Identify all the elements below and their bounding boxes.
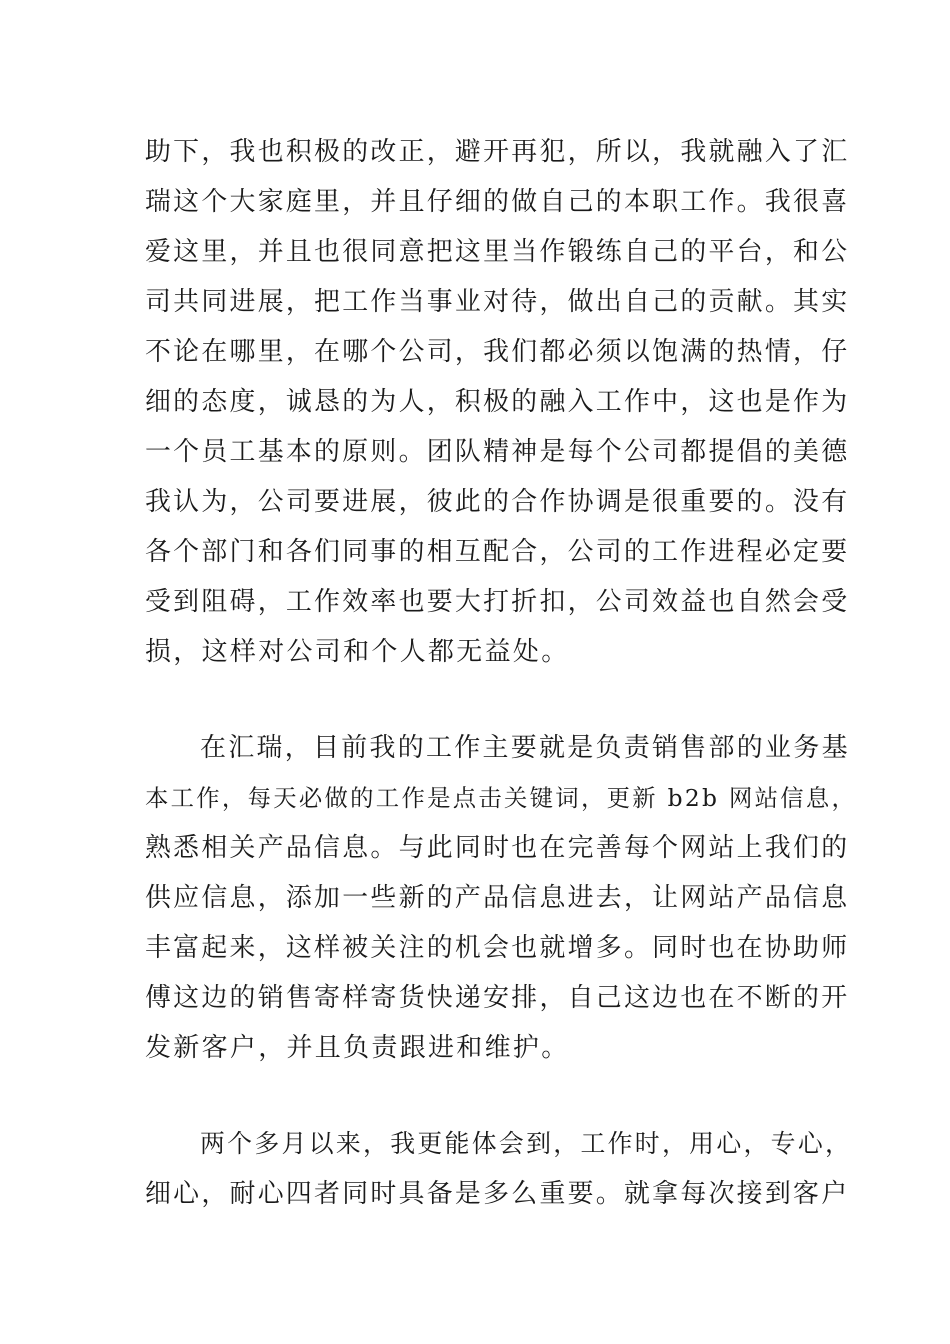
paragraph-line: 我认为，公司要进展，彼此的合作协调是很重要的。没有 xyxy=(145,487,850,517)
paragraph-line: 瑞这个大家庭里，并且仔细的做自己的本职工作。我很喜 xyxy=(145,187,850,217)
paragraph-line: 一个员工基本的原则。团队精神是每个公司都提倡的美德 xyxy=(145,437,850,467)
paragraph-line: 两个多月以来，我更能体会到，工作时，用心，专心， xyxy=(200,1129,853,1158)
paragraph-line: 本工作，每天必做的工作是点击关键词，更新 b2b 网站信息， xyxy=(145,784,858,812)
paragraph-line: 供应信息，添加一些新的产品信息进去，让网站产品信息 xyxy=(145,883,850,913)
paragraph-line: 丰富起来，这样被关注的机会也就增多。同时也在协助师 xyxy=(145,933,850,963)
paragraph-line: 细的态度，诚恳的为人，积极的融入工作中，这也是作为 xyxy=(145,387,850,417)
paragraph-line: 损，这样对公司和个人都无益处。 xyxy=(145,637,570,667)
paragraph-line: 细心，耐心四者同时具备是多么重要。就拿每次接到客户 xyxy=(145,1179,850,1209)
paragraph-line: 傅这边的销售寄样寄货快递安排，自己这边也在不断的开 xyxy=(145,983,850,1013)
paragraph-line: 在汇瑞，目前我的工作主要就是负责销售部的业务基 xyxy=(200,733,850,763)
paragraph-line: 司共同进展，把工作当事业对待，做出自己的贡献。其实 xyxy=(145,287,850,317)
paragraph-line: 熟悉相关产品信息。与此同时也在完善每个网站上我们的 xyxy=(145,833,850,863)
paragraph-line: 各个部门和各们同事的相互配合，公司的工作进程必定要 xyxy=(145,537,850,567)
paragraph-line: 发新客户，并且负责跟进和维护。 xyxy=(145,1033,570,1063)
paragraph-line: 不论在哪里，在哪个公司，我们都必须以饱满的热情，仔 xyxy=(145,337,850,367)
paragraph-line: 爱这里，并且也很同意把这里当作锻练自己的平台，和公 xyxy=(145,237,850,267)
paragraph-line: 助下，我也积极的改正，避开再犯，所以，我就融入了汇 xyxy=(145,137,850,167)
paragraph-line: 受到阻碍，工作效率也要大打折扣，公司效益也自然会受 xyxy=(145,587,850,617)
